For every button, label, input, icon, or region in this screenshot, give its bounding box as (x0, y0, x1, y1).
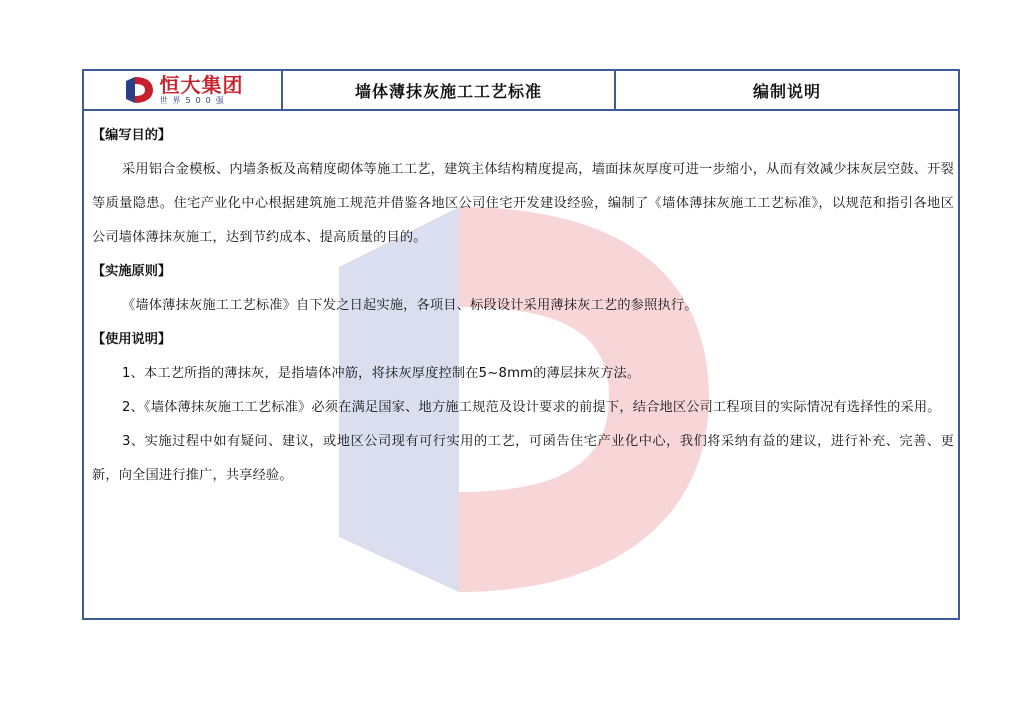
section-heading-purpose: 【编写目的】 (92, 128, 172, 143)
company-logo (122, 75, 244, 105)
document-title: 墙体薄抹灰施工工艺标准 (283, 71, 616, 109)
logo-subtitle: 世界500强 (159, 96, 229, 105)
section-heading-principle: 【实施原则】 (92, 264, 172, 279)
paragraph: 采用铝合金模板、内墙条板及高精度砌体等施工工艺，建筑主体结构精度提高，墙面抹灰厚度可进一步缩小，从而有效减少抹灰层空鼓、开裂等质量隐患。住宅产业化中心根据建筑施工规范并借鉴各地区公司住宅开发建设经验，编制了《墙体薄抹灰施工工艺标准》，以规范和指引各地区公司墙体薄抹灰施工，达到节约成本、提高质量的目的。 (92, 162, 954, 245)
logo-cell (84, 71, 283, 109)
logo-text (160, 75, 244, 105)
paragraph: 2、《墙体薄抹灰施工工艺标准》必须在满足国家、地方施工规范及设计要求的前提下，结合地区公司工程项目的实际情况有选择性的采用。 (122, 400, 941, 415)
evergrande-logo-icon (122, 75, 154, 105)
document-frame (82, 69, 960, 620)
document-header (84, 71, 958, 111)
document-body (84, 111, 958, 618)
section-label: 编制说明 (752, 81, 821, 101)
section-heading-usage: 【使用说明】 (92, 332, 172, 347)
paragraph: 1、本工艺所指的薄抹灰，是指墙体冲筋，将抹灰厚度控制在5~8mm的薄层抹灰方法。 (122, 366, 641, 381)
logo-name: 恒大集团 (159, 73, 244, 97)
document-text (92, 119, 954, 493)
paragraph: 3、实施过程中如有疑问、建议，或地区公司现有可行实用的工艺，可函告住宅产业化中心，我们将采纳有益的建议，进行补充、完善、更新，向全国进行推广，共享经验。 (92, 434, 954, 483)
paragraph: 《墙体薄抹灰施工工艺标准》自下发之日起实施，各项目、标段设计采用薄抹灰工艺的参照执行。 (122, 298, 698, 313)
